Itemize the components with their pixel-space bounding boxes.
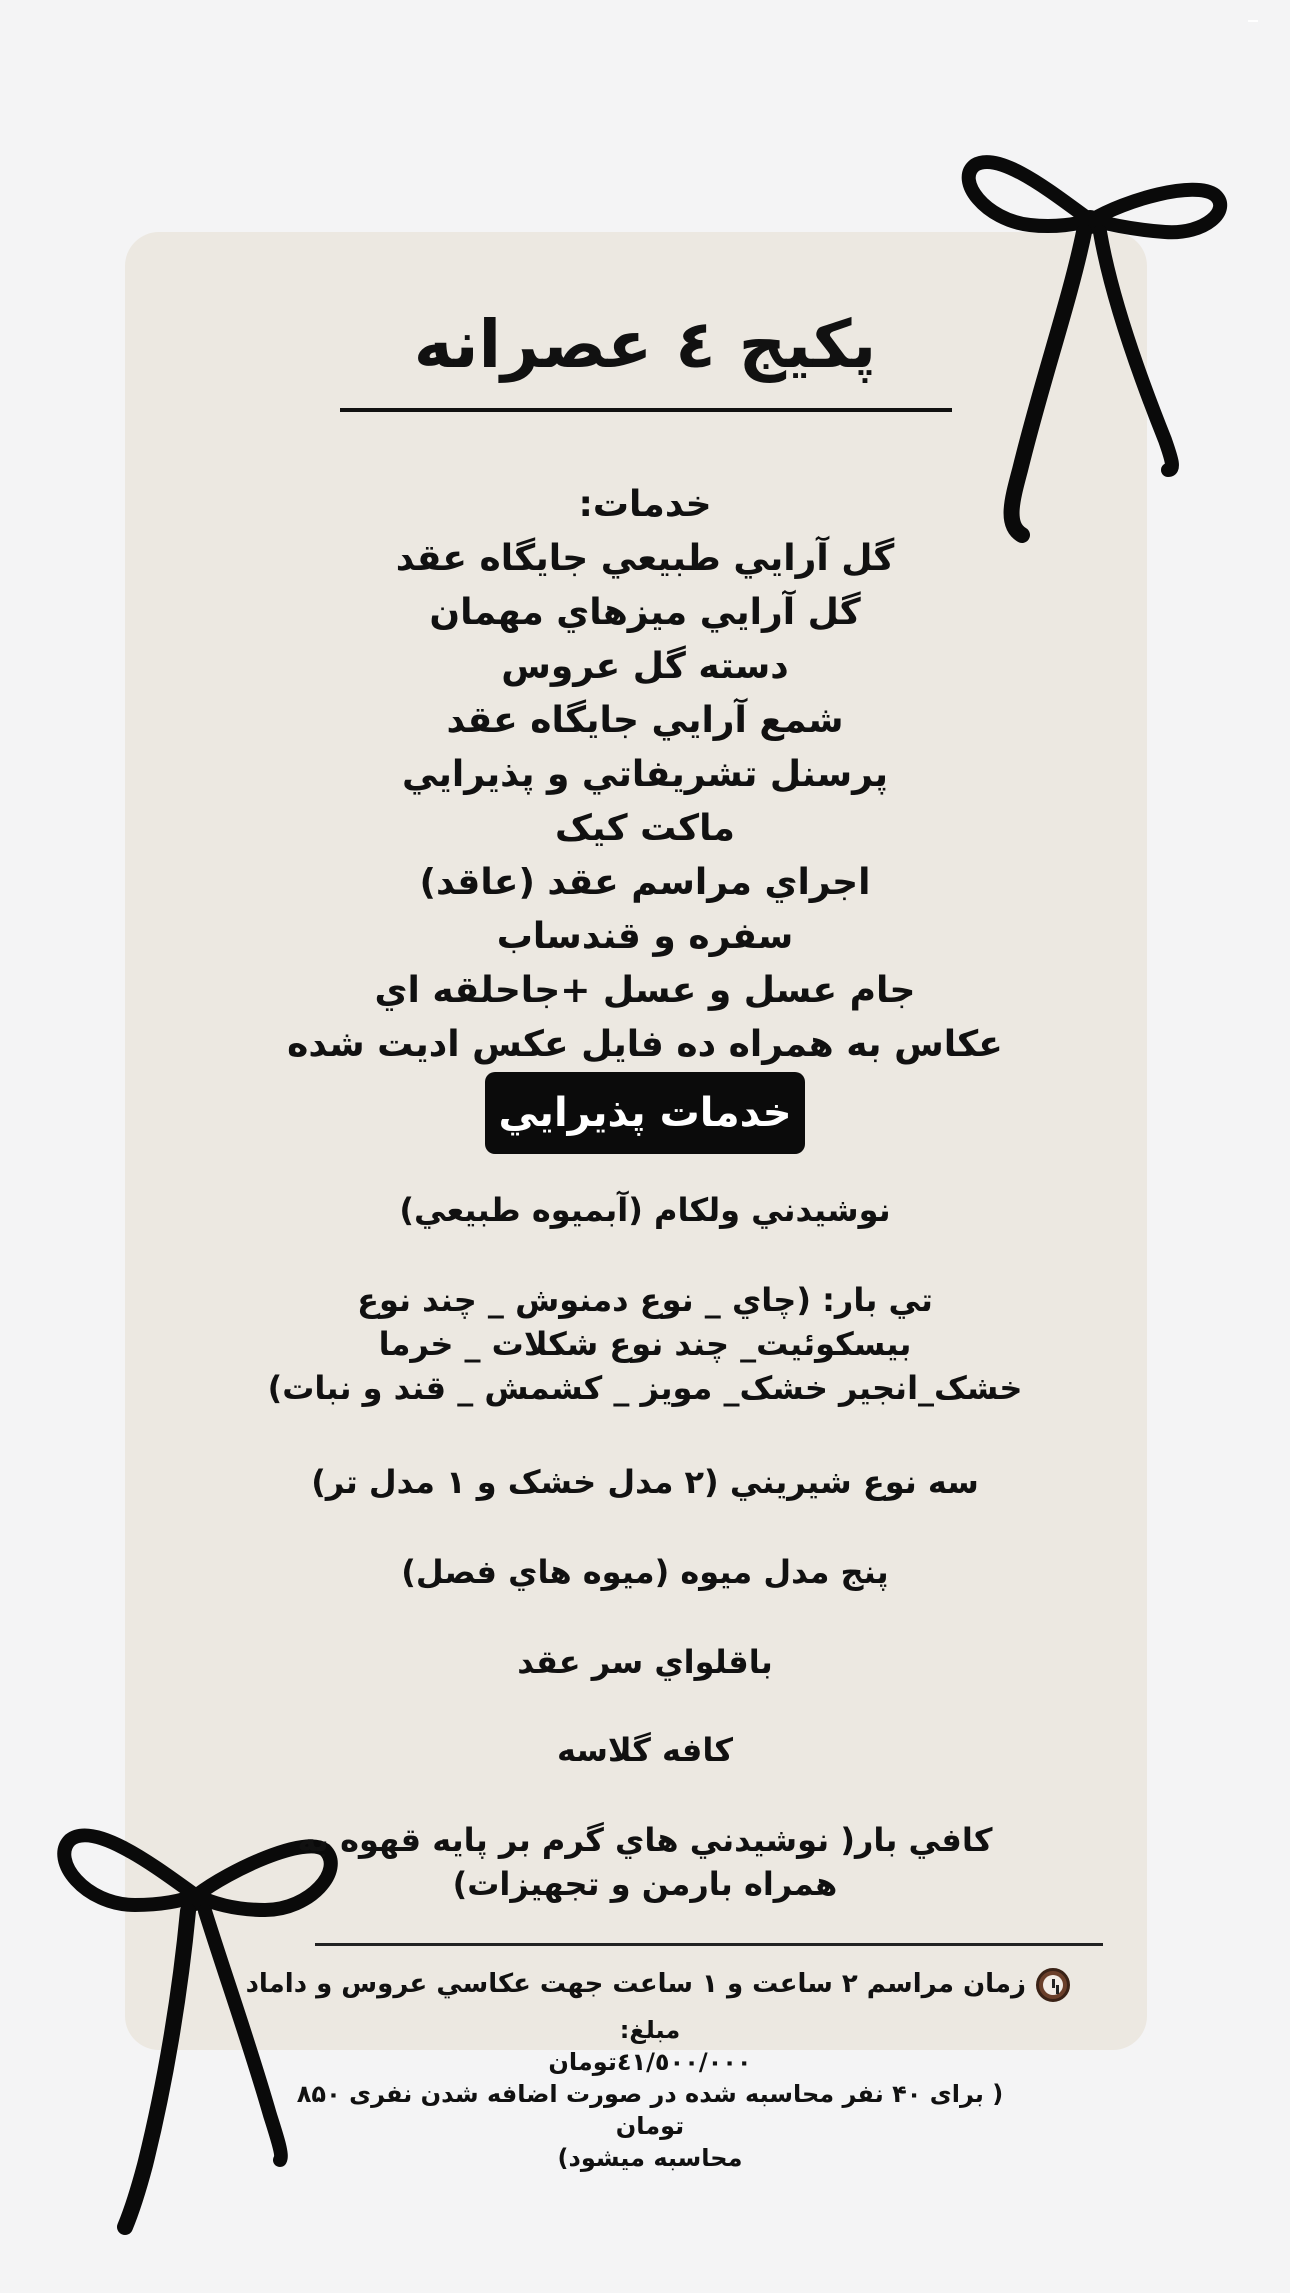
price-block [280, 2014, 1020, 2174]
services-list [250, 478, 1040, 1072]
service-item: ماکت کيک [555, 808, 735, 849]
service-item: دسته گل عروس [501, 646, 789, 687]
price-value: ٤١/٥٠٠/٠٠٠تومان [548, 2048, 752, 2076]
reception-welcome: نوشيدني ولکام (آبميوه طبيعي) [399, 1191, 891, 1229]
service-item: گل آرايي ميزهاي مهمان [429, 592, 861, 633]
title-divider [340, 408, 952, 412]
service-item: اجراي مراسم عقد (عاقد) [419, 862, 871, 903]
service-item: گل آرايي طبيعي جايگاه عقد [395, 538, 895, 579]
coffee-bar-line: کافي بار( نوشيدني هاي گرم بر پايه قهوه به [297, 1821, 993, 1859]
service-item: پرسنل تشريفاتي و پذيرايي [401, 754, 889, 795]
teabar-line: خشک_انجير خشک_ مويز _ کشمش _ قند و نبات) [267, 1369, 1023, 1407]
ceremony-duration [245, 1962, 1070, 2006]
footer-divider [315, 1943, 1103, 1946]
service-item: جام عسل و عسل +جاحلقه اي [374, 970, 916, 1011]
service-item: عکاس به همراه ده فايل عکس اديت شده [287, 1024, 1003, 1065]
teabar-line: تي بار: (چاي _ نوع دمنوش _ چند نوع [357, 1281, 933, 1319]
coffee-bar-line: همراه بارمن و تجهيزات) [452, 1865, 838, 1903]
corner-mark [1248, 20, 1258, 32]
reception-baklava: باقلواي سر عقد [517, 1643, 773, 1681]
reception-teabar [240, 1278, 1050, 1410]
teabar-line: بيسکوئيت_ چند نوع شکلات _ خرما [378, 1325, 912, 1363]
reception-badge: خدمات پذيرايي [485, 1072, 805, 1154]
reception-coffee-bar [240, 1818, 1050, 1906]
price-note: ( برای ۴۰ نفر محاسبه شده در صورت اضافه شدن نفری ۸۵۰ تومان [296, 2080, 1004, 2140]
price-label: مبلغ: [619, 2016, 681, 2044]
page-title: پکیج ٤ عصرانه [413, 306, 877, 383]
reception-fruits: پنج مدل ميوه (ميوه هاي فصل) [401, 1553, 889, 1591]
service-item: شمع آرايي جايگاه عقد [446, 700, 844, 741]
services-heading: خدمات: [578, 484, 712, 525]
duration-text: زمان مراسم ٢ ساعت و ١ ساعت جهت عکاسي عروس و داماد [245, 1969, 1026, 1999]
reception-sweets: سه نوع شيريني (٢ مدل خشک و ١ مدل تر) [311, 1463, 979, 1501]
reception-cafe-glace: کافه گلاسه [557, 1731, 733, 1769]
clock-icon [1036, 1968, 1070, 2002]
service-item: سفره و قندساب [496, 916, 794, 957]
price-note: محاسبه میشود) [557, 2144, 743, 2172]
